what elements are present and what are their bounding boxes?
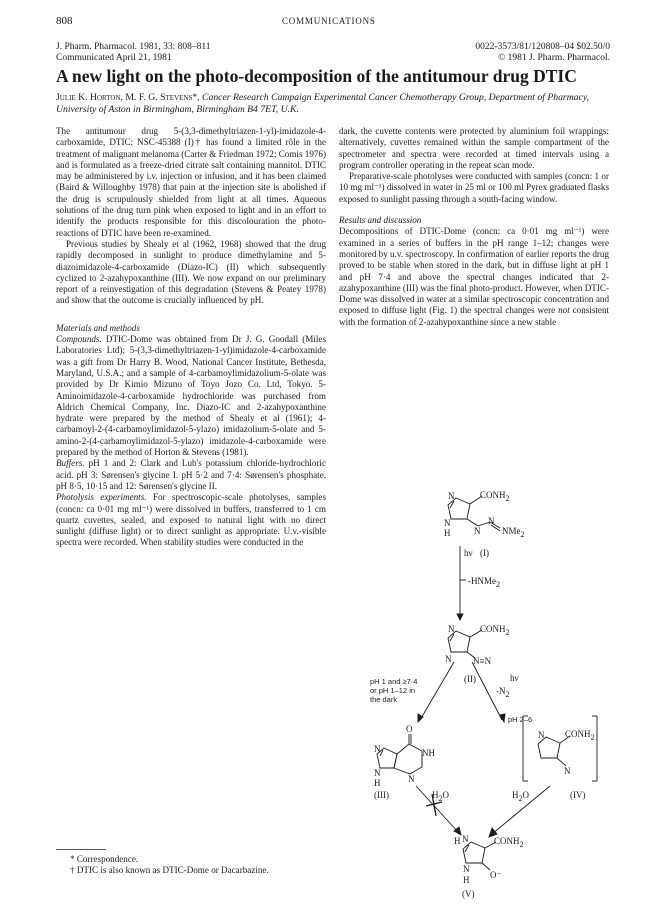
running-head: COMMUNICATIONS <box>282 16 376 26</box>
buffers-text: pH 1 and 2: Clark and Lub's potassium chloride-hydrochloric acid. pH 3: Sørensen's glycine I. pH 5·2 and 7·4: Sørensen's phosphate. pH 8·5, 10·15 and 12: Sørensen's glycine II. <box>56 458 326 491</box>
footnotes <box>56 849 326 877</box>
atom-n-chain: N <box>474 526 481 536</box>
atom-n-2: N <box>448 624 455 634</box>
conh2-label-2: CONH2 <box>480 624 510 637</box>
atom-nh-1: N <box>444 518 451 528</box>
atom-n-chain-2: N <box>488 516 495 526</box>
reaction-scheme <box>370 486 640 906</box>
imidazole-ring-2 <box>448 631 470 652</box>
article-title: A new light on the photo-decomposition of the antitumour drug DTIC <box>56 66 577 86</box>
arrowhead <box>418 714 423 722</box>
bond <box>482 863 490 870</box>
bond <box>467 519 478 526</box>
arrow-ii-to-iii <box>420 662 454 720</box>
atom-n-9: N <box>462 834 469 844</box>
olate-label: O⁻ <box>490 870 502 880</box>
intro-paragraph: The antitumour drug 5-(3,3-dimethyltriazen-1-yl)-imidazole-4-carboxamide, DTIC: NSC-45388 (I)† has found a limited rôle in the treatment of malignant melanoma (Carter & Friedman 1972; Comis 1976) and is formulated as a freeze-dried citrate salt containing mannitol. DTIC may be administered by i.v. injection or infusion, and it has been claimed (Baird & Willoughby 1978) that pain at the injection site is abolished if the drug is scrupulously shielded from light at all times. Aqueous solutions of the drug turn pink when exposed to light and in an effort to identify the products responsible for this discolouration the photo-reactions of DTIC have been re-examined. <box>56 126 326 238</box>
atom-n-6: N <box>408 774 415 784</box>
photolysis-paragraph <box>56 492 326 548</box>
condition-left-3: the dark <box>370 695 398 704</box>
compounds-label: Compounds. <box>56 334 102 345</box>
conh2-label-1: CONH2 <box>480 490 510 503</box>
condition-left-1: pH 1 and ≥7·4 <box>370 677 418 686</box>
journal-reference <box>56 42 211 64</box>
condition-left-2: or pH 1–12 in <box>370 686 416 695</box>
condition-right: pH 2–6 <box>508 715 533 724</box>
imidazole-ring-5 <box>463 842 485 863</box>
buffers-paragraph <box>56 458 326 492</box>
results-emphasis: not <box>558 305 570 316</box>
buffers-label: Buffers. <box>56 458 85 469</box>
results-heading: Results and discussion <box>339 215 422 226</box>
compound-label-i: (I) <box>480 548 489 558</box>
atom-o-3: O <box>406 724 413 734</box>
methods-heading: Materials and methods <box>56 322 140 333</box>
atom-n-4: N <box>374 744 381 754</box>
minus-hnme2-label: -HNMe2 <box>468 576 500 589</box>
atom-h-1: H <box>444 528 451 538</box>
photolysis-label: Photolysis experiments. <box>56 492 147 503</box>
results-paragraph <box>339 226 609 328</box>
copyright: © 1981 J. Pharm. Pharmacol. <box>498 53 610 63</box>
hv-label-1: hν <box>464 548 473 558</box>
h2o-label-1: H2O <box>432 790 449 803</box>
footnote-correspondence: * Correspondence. <box>70 854 139 864</box>
atom-n: N <box>448 491 455 501</box>
compounds-text: DTIC-Dome was obtained from Dr J. G. Goodall (Miles Laboratories Ltd); 5-(3,3-dimethyltriazen-1-yl)imidazole-4-carboxamide was a gift from Dr Harry B. Wood, National Cancer Institute, Bethesda, Maryland, U.S.A.; and a sample of 4-carbamoylimidazolium-5-olate was provided by Dr Kimio Mizuno of Toyo Jozo Co. Ltd, Tokyo. 5-Aminoimidazole-4-carboxamide hydrochloride was purchased from Aldrich Chemical Company, Inc. Diazo-IC and 2-azahypoxanthine hydrate were prepared by the method of Shealy et al (1961); 4-carbamoyl-2-(4-carbamoylimidazol-5-ylazo) imidazolium-5-olate and 5-amino-2-(4-carbamoylimidazol-5-ylazo) imidazole-4-carboxamide were prepared by the method of Horton & Stevens (1981). <box>56 334 326 458</box>
author-block <box>56 92 616 116</box>
results-text-b: consistent with the formation of 2-azahypoxanthine since a new stable <box>339 305 610 327</box>
continued-paragraph: dark, the cuvette contents were protected by aluminium foil wrappings: alternatively, cuvettes remained within the sample compartment of the spectrometer and spectra were recorded at timed intervals using a program controller operating in the repeat scan mode. <box>339 126 609 170</box>
conh2-label-4: CONH2 <box>565 729 595 742</box>
atom-h-3: H <box>374 778 381 788</box>
citation-line: J. Pharm. Pharmacol. 1981, 33: 808–811 <box>56 42 211 52</box>
bond <box>557 758 566 766</box>
atom-n-10: N <box>463 864 470 874</box>
atom-n-7: N <box>538 730 545 740</box>
photolysis-text: For spectroscopic-scale photolyses, samples (concn: ca 0·01 mg ml⁻¹) were dissolved in buffers, transferred to 1 cm quartz cuvettes, sealed, and exposed to natural light with no direct sunlight (diffuse light) or to direct sunlight as appropriate. U.v.-visible spectra were recorded. When stability studies were conducted in the <box>56 492 327 548</box>
conh2-label-5: CONH2 <box>494 836 524 849</box>
atom-n-8: N <box>564 766 571 776</box>
diazonium-label: N≡N <box>473 656 492 666</box>
hv-label-2: hν <box>510 673 519 683</box>
atom-h-5: H <box>454 836 461 846</box>
footnote-rule <box>56 849 106 850</box>
left-column <box>56 126 326 549</box>
issn-block <box>475 42 610 64</box>
atom-nh-3: NH <box>422 748 435 758</box>
previous-studies-paragraph: Previous studies by Shealy et al (1962, 1968) showed that the drug rapidly decomposed in sunlight to produce dimethylamine and 5-diazoimidazole-4-carboxamide (Diazo-IC) (II) which subsequently cyclized to 2-azahypoxanthine (III). We now expand on our preliminary report of a reinvestigation of this degradation (Stevens & Peatey 1978) and show that the outcome is crucially influenced by pH. <box>56 238 326 306</box>
compound-label-iv: (IV) <box>570 790 586 800</box>
atom-n-3: N <box>445 654 452 664</box>
atom-n-5: N <box>374 768 381 778</box>
imidazole-ring-1 <box>448 498 470 519</box>
preparative-paragraph: Preparative-scale photolyses were conducted with samples (concn: 1 or 10 mg ml⁻¹) dissolved in water in 25 ml or 100 ml Pyrex graduated flasks exposed to sunlight passing through a south-facing window. <box>339 171 609 204</box>
communicated-date: Communicated April 21, 1981 <box>56 53 172 63</box>
h2o-label-2: H2O <box>512 790 529 803</box>
page-number: 808 <box>56 15 73 27</box>
footnote-dtic: † DTIC is also known as DTIC-Dome or Dacarbazine. <box>70 865 269 876</box>
compound-label-v: (V) <box>462 889 475 899</box>
atom-h-6: H <box>463 875 470 885</box>
author-affiliation: Cancer Research Campaign Experimental Cancer Chemotherapy Group, Department of Pharmacy, University of Aston in Birmingham, Birmingham B4 7ET, U.K. <box>56 92 590 115</box>
compound-label-iii: (III) <box>374 790 389 800</box>
results-text-a: Decompositions of DTIC-Dome (concn: ca 0·01 mg ml⁻¹) were examined in a series of buffers in the pH range 1–12; changes were monitored by u.v. spectroscopy. In confirmation of earlier reports the drug proved to be stable when stored in the dark, but in diffuse light at pH 1 and pH 7·4 and above the spectral changes indicated that 2-azahypoxanthine (III) was the final photo-product. However, when DTIC-Dome was dissolved in water at a similar spectroscopic concentration and exposed to diffuse light (Fig. 1) the spectral changes were <box>339 226 609 316</box>
arrowhead <box>457 614 463 620</box>
author-names: Julie K. Horton, M. F. G. Stevens*, <box>56 92 200 103</box>
imidazole-ring-4 <box>538 737 560 758</box>
issn-code: 0022-3573/81/120808–04 $02.50/0 <box>475 42 610 52</box>
nme2-label: NMe2 <box>502 526 525 539</box>
right-column <box>339 126 609 328</box>
compounds-paragraph <box>56 334 326 458</box>
compound-label-ii: (II) <box>464 674 476 684</box>
minus-n2-label: -N2 <box>496 686 510 699</box>
triazine-ring <box>394 744 422 774</box>
reaction-scheme-svg <box>370 486 640 906</box>
